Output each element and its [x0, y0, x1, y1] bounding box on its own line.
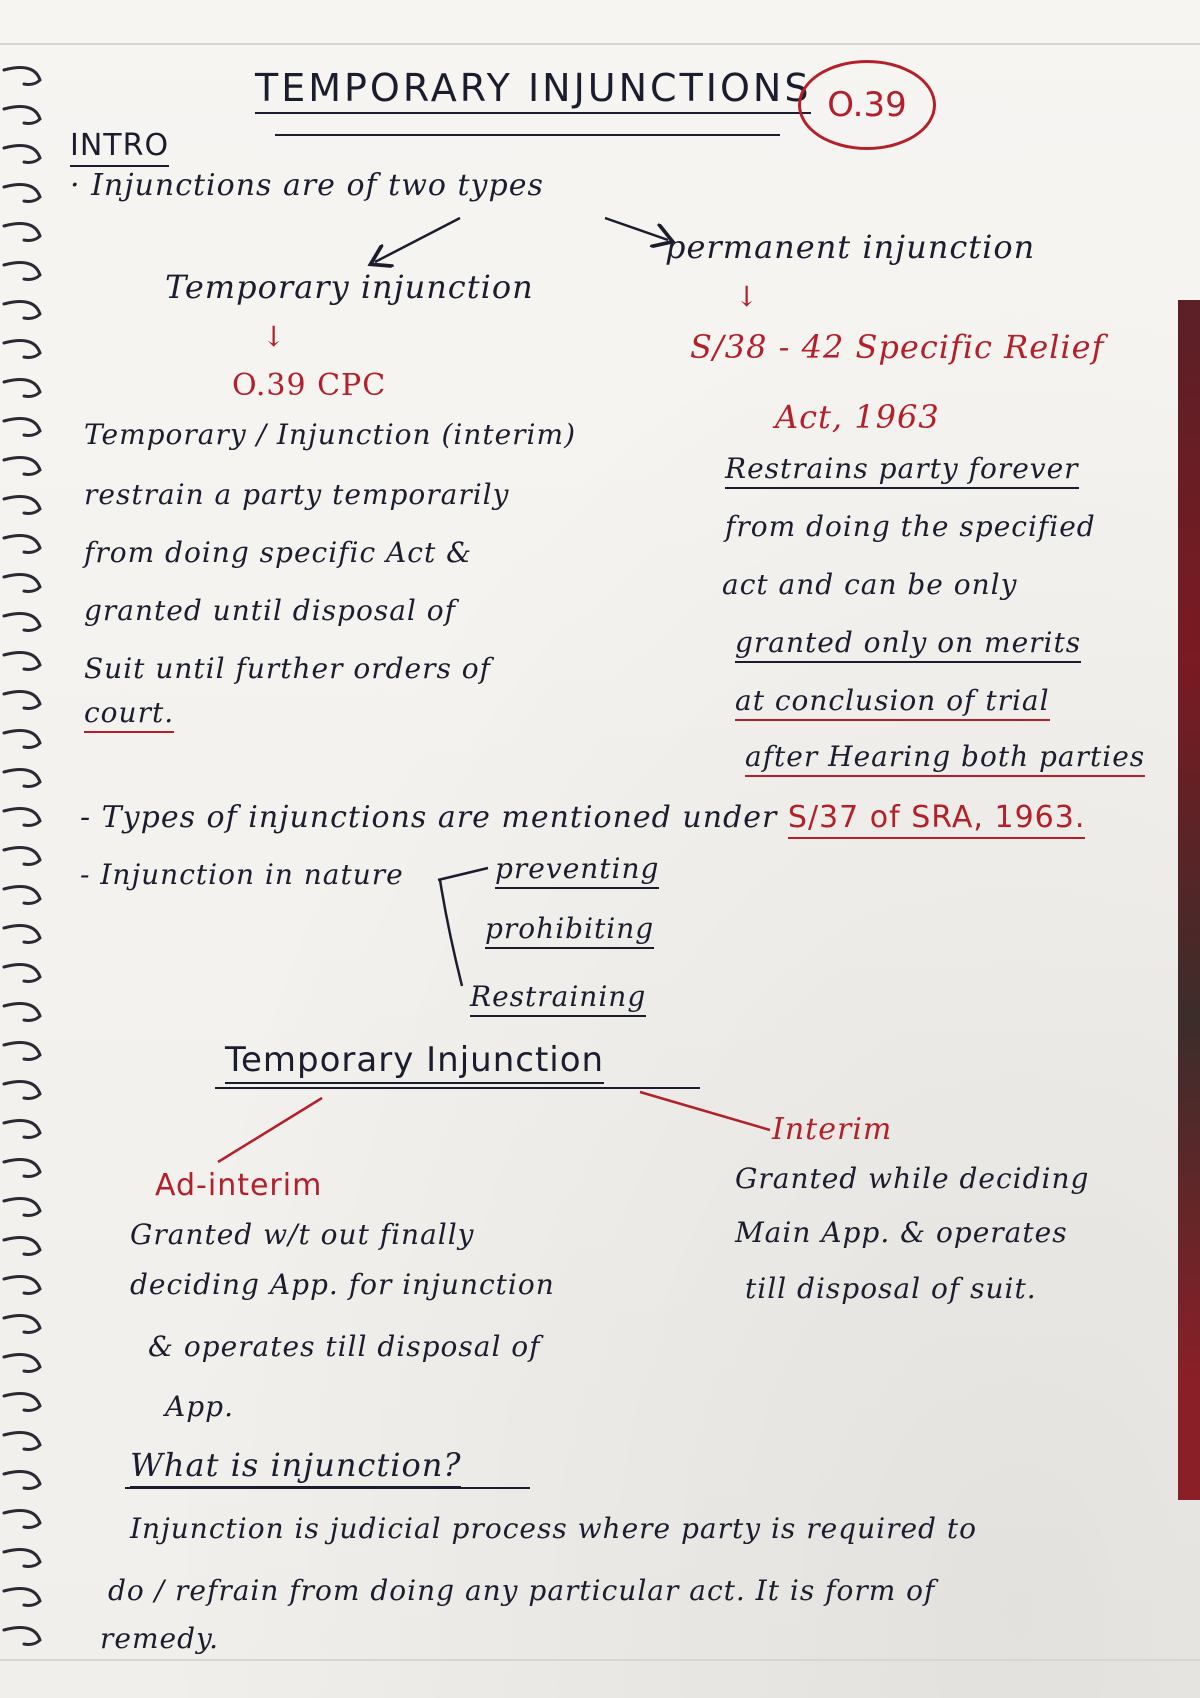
- spiral-ring: [4, 1277, 40, 1294]
- spiral-ring: [4, 1355, 40, 1372]
- temporary-desc-line: Temporary / Injunction (interim): [84, 418, 576, 451]
- spiral-ring: [4, 1433, 40, 1450]
- spiral-ring: [4, 1472, 40, 1489]
- order-badge: [798, 60, 936, 150]
- temporary-desc-line: granted until disposal of: [84, 594, 456, 627]
- spiral-ring: [4, 1628, 40, 1645]
- nature-label: - Injunction in nature: [80, 858, 404, 891]
- spiral-ring: [4, 1121, 40, 1138]
- spiral-ring: [4, 263, 40, 280]
- spiral-ring: [4, 1082, 40, 1099]
- spiral-ring: [4, 731, 40, 748]
- spiral-ring: [4, 809, 40, 826]
- permanent-desc-line: at conclusion of trial: [735, 684, 1050, 721]
- spiral-ring: [4, 185, 40, 202]
- page-title: TEMPORARY INJUNCTIONS: [255, 66, 811, 114]
- spiral-ring: [4, 575, 40, 592]
- spiral-ring: [4, 887, 40, 904]
- ad-interim-desc-line: Granted w/t out finally: [130, 1218, 475, 1251]
- ad-interim-desc-line: deciding App. for injunction: [130, 1268, 555, 1301]
- nature-branch-line: [438, 868, 488, 986]
- spiral-ring: [4, 1004, 40, 1021]
- what-is-body-line: remedy.: [100, 1622, 219, 1655]
- ad-interim-connector: [218, 1098, 322, 1162]
- permanent-injunction-ref: S/38 - 42 Specific Relief: [690, 328, 1105, 366]
- permanent-desc-line: act and can be only: [722, 568, 1018, 601]
- permanent-injunction-ref-year: Act, 1963: [775, 398, 940, 436]
- spiral-ring: [4, 1043, 40, 1060]
- spiral-ring: [4, 848, 40, 865]
- spiral-ring: [4, 1394, 40, 1411]
- temporary-desc-line: court.: [84, 696, 174, 733]
- types-line-ref: S/37 of SRA, 1963.: [788, 800, 1085, 839]
- temporary-injunction-label: Temporary injunction: [165, 268, 534, 306]
- down-arrow-icon: ↓: [262, 320, 287, 353]
- background-fabric: [1178, 300, 1200, 1500]
- spiral-ring: [4, 497, 40, 514]
- spiral-ring: [4, 1199, 40, 1216]
- spiral-ring: [4, 380, 40, 397]
- arrow-to-permanent: [605, 218, 668, 240]
- order-badge-label: O.39: [827, 85, 907, 125]
- temporary-injunction-heading: Temporary Injunction: [225, 1040, 604, 1084]
- what-is-heading: What is injunction?: [130, 1446, 461, 1488]
- permanent-desc-line: granted only on merits: [735, 626, 1081, 663]
- spiral-binding: [0, 40, 60, 1680]
- temporary-desc-line: restrain a party temporarily: [84, 478, 510, 511]
- temporary-desc-line: Suit until further orders of: [84, 652, 491, 685]
- intro-heading: INTRO: [70, 128, 169, 167]
- spiral-ring: [4, 614, 40, 631]
- spiral-ring: [4, 692, 40, 709]
- spiral-ring: [4, 1550, 40, 1567]
- ad-interim-desc-line: App.: [165, 1390, 234, 1423]
- spiral-ring: [4, 1589, 40, 1606]
- spiral-ring: [4, 1238, 40, 1255]
- spiral-ring: [4, 224, 40, 241]
- spiral-ring: [4, 965, 40, 982]
- nature-item-prohibiting: prohibiting: [485, 912, 654, 949]
- spiral-ring: [4, 68, 40, 85]
- spiral-ring: [4, 302, 40, 319]
- spiral-ring: [4, 926, 40, 943]
- arrow-to-temporary: [375, 218, 460, 262]
- permanent-desc-line: after Hearing both parties: [745, 740, 1145, 777]
- interim-desc-line: Granted while deciding: [735, 1162, 1090, 1195]
- spiral-ring: [4, 536, 40, 553]
- spiral-ring: [4, 107, 40, 124]
- what-is-body-line: do / refrain from doing any particular act. It is form of: [108, 1574, 936, 1607]
- permanent-desc-line: from doing the specified: [725, 510, 1096, 543]
- spiral-ring: [4, 653, 40, 670]
- temporary-desc-line: from doing specific Act &: [84, 536, 473, 569]
- spiral-ring: [4, 458, 40, 475]
- permanent-injunction-label: permanent injunction: [665, 228, 1036, 266]
- down-arrow-icon: ↓: [735, 280, 760, 313]
- spiral-ring: [4, 1316, 40, 1333]
- types-line-text: - Types of injunctions are mentioned under: [80, 800, 778, 835]
- permanent-desc-line: Restrains party forever: [725, 452, 1079, 489]
- nature-item-restraining: Restraining: [470, 980, 646, 1017]
- ad-interim-label: Ad-interim: [155, 1168, 323, 1203]
- spiral-ring: [4, 1511, 40, 1528]
- intro-line: · Injunctions are of two types: [70, 168, 544, 203]
- spiral-ring: [4, 1160, 40, 1177]
- spiral-ring: [4, 770, 40, 787]
- spiral-ring: [4, 341, 40, 358]
- what-is-body-line: Injunction is judicial process where party is required to: [130, 1512, 977, 1545]
- nature-item-preventing: preventing: [495, 852, 659, 889]
- interim-connector: [640, 1092, 770, 1130]
- spiral-ring: [4, 419, 40, 436]
- ad-interim-desc-line: & operates till disposal of: [148, 1330, 541, 1363]
- temporary-injunction-ref: O.39 CPC: [232, 368, 387, 403]
- interim-label: Interim: [772, 1112, 893, 1147]
- types-line: [80, 800, 1085, 835]
- interim-desc-line: Main App. & operates: [735, 1216, 1068, 1249]
- interim-desc-line: till disposal of suit.: [745, 1272, 1037, 1305]
- spiral-ring: [4, 146, 40, 163]
